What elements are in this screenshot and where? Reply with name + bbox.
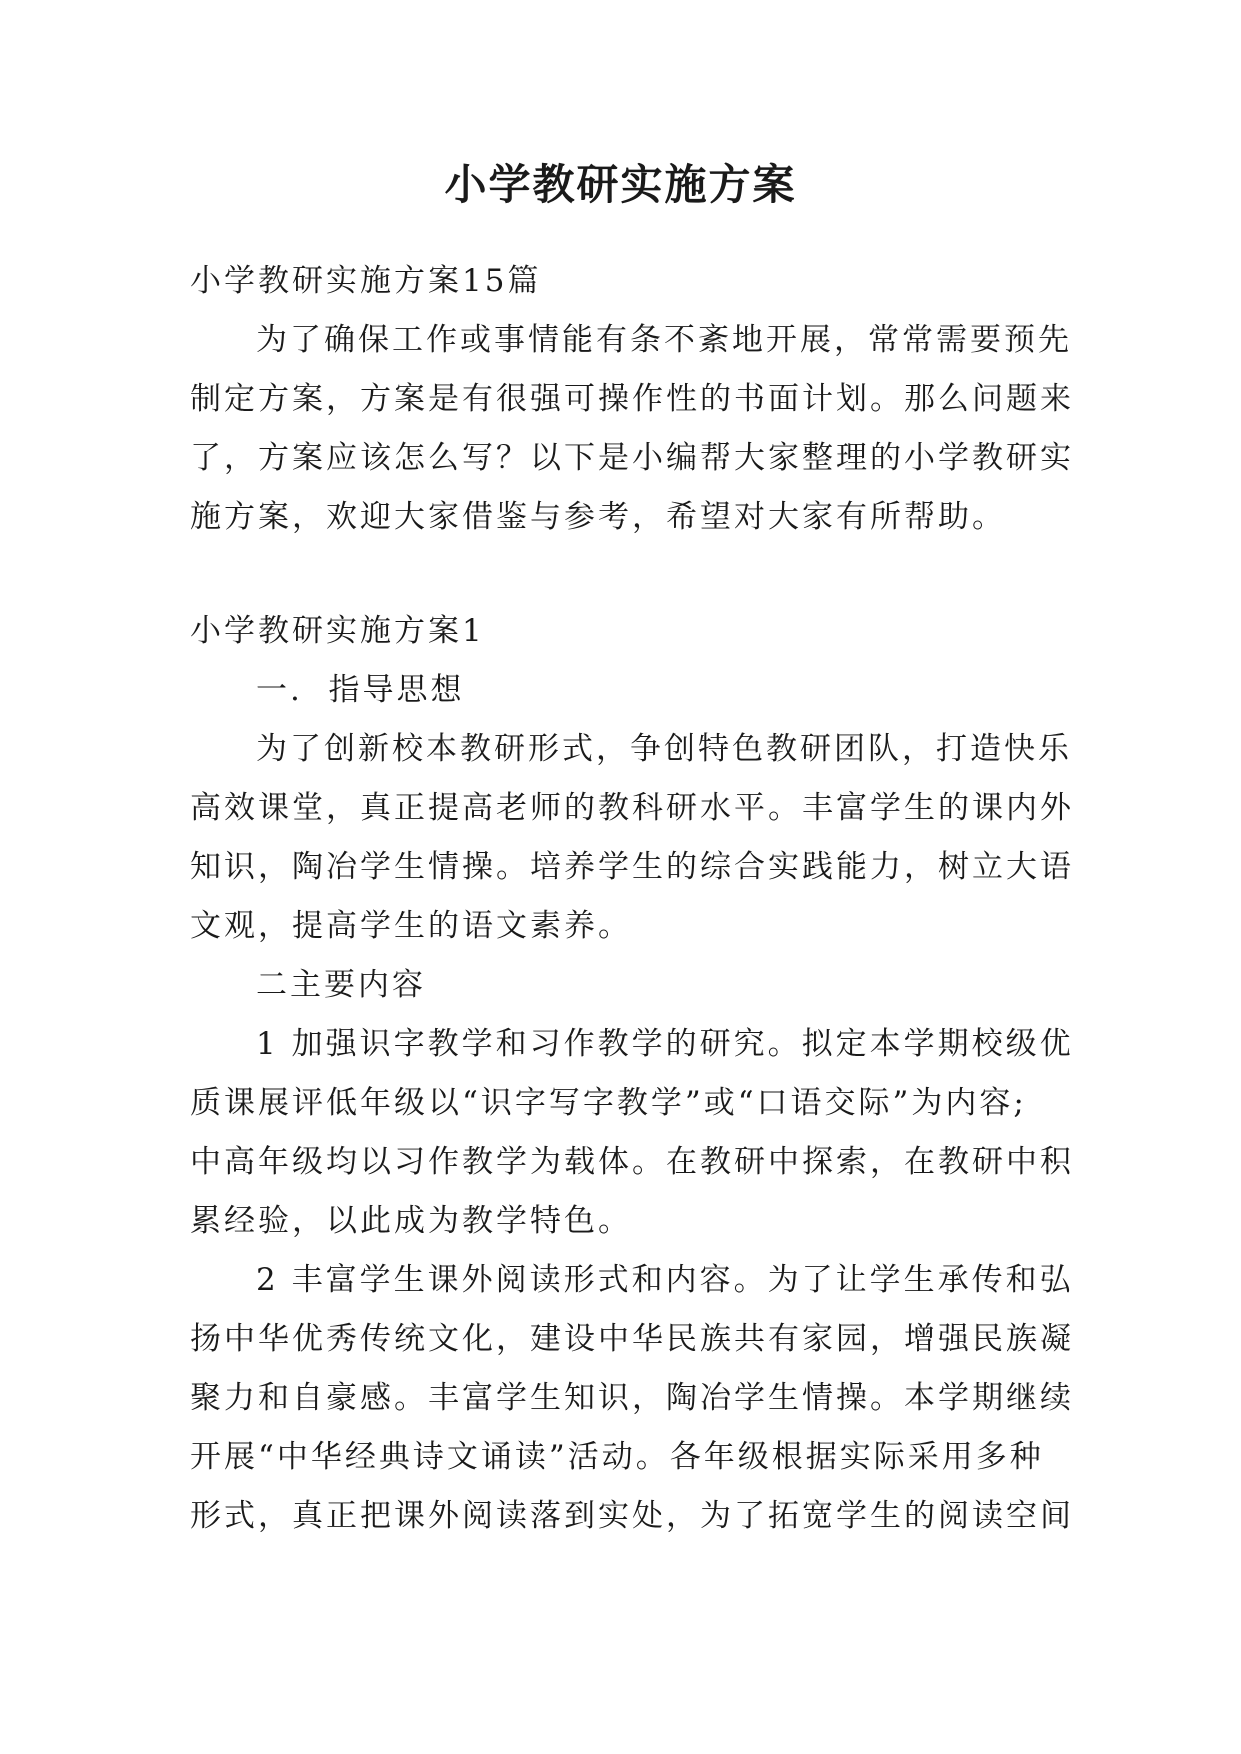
- document-title: 小学教研实施方案: [444, 160, 797, 209]
- intro-paragraph: [190, 311, 1074, 547]
- item-line: 扬中华优秀传统文化，建设中华民族共有家园，增强民族凝: [190, 1321, 1074, 1357]
- document-subtitle: 小学教研实施方案15篇: [190, 263, 542, 299]
- item-line: 形式，真正把课外阅读落到实处，为了拓宽学生的阅读空间: [190, 1498, 1074, 1534]
- guiding-paragraph: [190, 720, 1074, 956]
- item-line: 2 丰富学生课外阅读形式和内容。为了让学生承传和弘: [256, 1262, 1074, 1298]
- item-line: 1 加强识字教学和习作教学的研究。拟定本学期校级优: [256, 1026, 1074, 1062]
- item-line: 开展“中华经典诗文诵读”活动。各年级根据实际采用多种: [190, 1439, 1044, 1475]
- content-heading: 二主要内容: [256, 967, 426, 1003]
- guiding-line: 高效课堂，真正提高老师的教科研水平。丰富学生的课内外: [190, 790, 1074, 826]
- item-line: 累经验，以此成为教学特色。: [190, 1203, 632, 1239]
- intro-line: 为了确保工作或事情能有条不紊地开展，常常需要预先: [256, 322, 1072, 358]
- intro-line: 了，方案应该怎么写？以下是小编帮大家整理的小学教研实: [190, 440, 1074, 476]
- guiding-heading: 一. 指导思想: [256, 672, 465, 708]
- document-body: [190, 252, 1074, 1546]
- item-line: 中高年级均以习作教学为载体。在教研中探索，在教研中积: [190, 1144, 1074, 1180]
- guiding-line: 文观，提高学生的语文素养。: [190, 908, 632, 944]
- content-item-2: [190, 1251, 1074, 1546]
- item-line: 聚力和自豪感。丰富学生知识，陶冶学生情操。本学期继续: [190, 1380, 1074, 1416]
- guiding-line: 为了创新校本教研形式，争创特色教研团队，打造快乐: [256, 731, 1072, 767]
- content-item-1: [190, 1015, 1074, 1251]
- item-line: 质课展评低年级以“识字写字教学”或“口语交际”为内容;: [190, 1085, 1027, 1121]
- intro-line: 制定方案，方案是有很强可操作性的书面计划。那么问题来: [190, 381, 1074, 417]
- section-heading: 小学教研实施方案1: [190, 613, 485, 649]
- intro-line: 施方案，欢迎大家借鉴与参考，希望对大家有所帮助。: [190, 499, 1006, 535]
- paragraph-gap: [190, 547, 1050, 602]
- guiding-line: 知识，陶冶学生情操。培养学生的综合实践能力，树立大语: [190, 849, 1074, 885]
